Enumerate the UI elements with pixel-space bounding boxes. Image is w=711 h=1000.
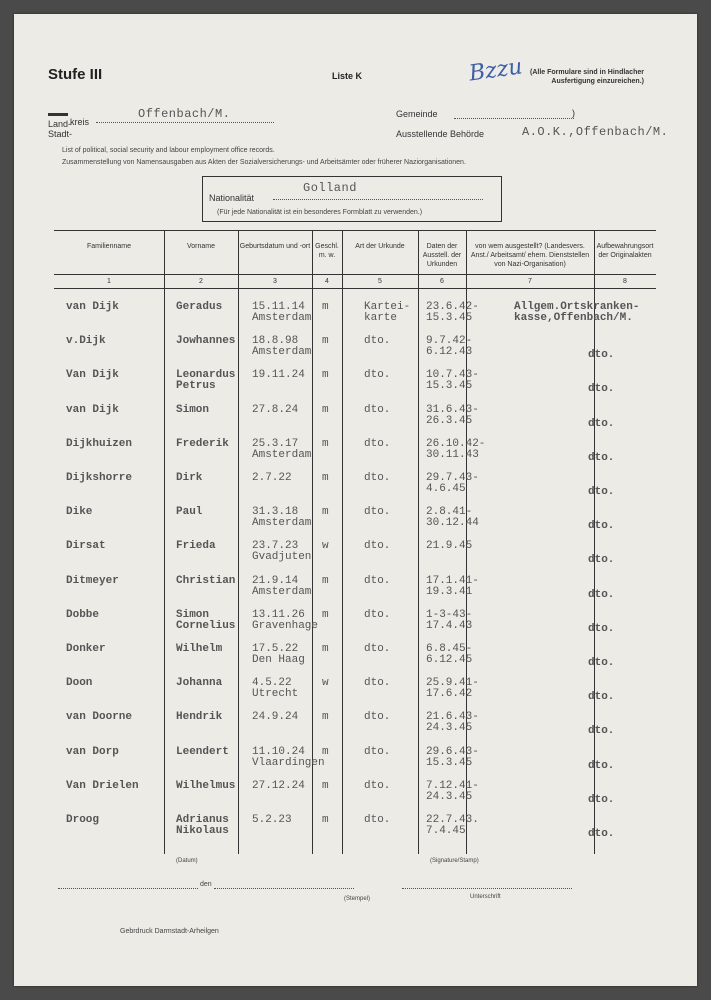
row-document-type: dto.: [364, 779, 391, 792]
row-family-name: Dike: [66, 506, 93, 519]
column-header: Familienname: [87, 243, 131, 250]
row-document-type: dto.: [364, 540, 391, 553]
row-archive-location: dto.: [588, 520, 615, 533]
unterschrift-caption: Unterschrift: [470, 894, 501, 900]
column-divider: [164, 230, 165, 854]
date-caption: (Datum): [176, 858, 198, 864]
row-issue-from: 17.1.41-: [426, 574, 479, 587]
row-first-name: Christian: [176, 574, 236, 587]
row-first-name: Simon: [176, 608, 210, 621]
row-issue-from: 23.6.42-: [426, 301, 479, 313]
row-birth-date: 13.11.26: [252, 608, 305, 621]
column-number: 7: [528, 278, 532, 285]
row-sex: m: [322, 814, 329, 826]
row-issue-to: 17.4.43: [426, 619, 473, 632]
nationality-dotline: [273, 199, 483, 200]
nationality-label: Nationalität: [209, 193, 255, 203]
row-first-name-2: Cornelius: [176, 619, 236, 632]
date-dotline: [214, 888, 354, 889]
row-archive-location: dto.: [588, 793, 615, 806]
row-birth-date: 23.7.23: [252, 540, 299, 553]
row-family-name: Donker: [66, 643, 106, 655]
row-family-name: van Dijk: [66, 403, 119, 416]
row-sex: m: [322, 608, 329, 621]
row-birth-place: Vlaardingen: [252, 756, 325, 769]
row-family-name: Dijkhuizen: [66, 437, 133, 450]
row-first-name: Geradus: [176, 301, 223, 313]
column-number: 2: [199, 278, 203, 285]
signature-dotline: [402, 888, 572, 889]
row-archive-location: dto.: [588, 349, 615, 362]
row-archive-location: dto.: [588, 417, 615, 430]
column-number: 8: [623, 278, 627, 285]
column-number: 6: [440, 278, 444, 285]
row-archive-location: dto.: [588, 383, 615, 396]
row-sex: m: [322, 711, 329, 724]
row-birth-date: 19.11.24: [252, 369, 305, 382]
row-first-name: Paul: [176, 506, 203, 519]
row-issued-by: Allgem.Ortskranken-: [514, 301, 640, 313]
land-dotline: [96, 122, 274, 123]
row-family-name: Ditmeyer: [66, 574, 119, 587]
row-issue-to: 26.3.45: [426, 414, 473, 427]
row-birth-place: Den Haag: [252, 654, 305, 666]
column-header: Vorname: [186, 243, 216, 250]
row-issue-from: 21.9.45: [426, 540, 473, 553]
row-issue-from: 1-3-43-: [426, 608, 473, 621]
row-document-type: dto.: [364, 403, 391, 416]
row-archive-location: dto.: [588, 725, 615, 738]
row-issue-from: 29.7.43-: [426, 472, 479, 484]
row-document-type: dto.: [364, 745, 391, 758]
row-issue-to: 15.3.45: [426, 756, 473, 769]
row-birth-place: Amsterdam: [252, 517, 312, 530]
row-document-type: dto.: [364, 711, 391, 724]
row-archive-location: dto.: [588, 622, 615, 635]
row-archive-location: dto.: [588, 451, 615, 464]
description-english: List of political, social security and labour employment office records.: [62, 147, 275, 154]
row-first-name-2: Petrus: [176, 380, 216, 393]
behoerde-value: A.O.K.,Offenbach/M.: [522, 125, 669, 139]
row-family-name: Dijkshorre: [66, 472, 133, 484]
row-document-type: dto.: [364, 677, 391, 690]
column-divider: [418, 230, 419, 854]
row-birth-place: Amsterdam: [252, 312, 312, 324]
row-birth-place: Amsterdam: [252, 346, 312, 359]
row-issue-to: 30.11.43: [426, 448, 479, 461]
row-first-name: Hendrik: [176, 711, 223, 724]
row-birth-date: 24.9.24: [252, 711, 299, 724]
row-issue-to: 15.3.45: [426, 380, 473, 393]
gemeinde-label: Gemeinde: [396, 109, 438, 119]
row-first-name: Leendert: [176, 745, 229, 758]
row-sex: m: [322, 779, 329, 792]
column-divider: [342, 230, 343, 854]
row-family-name: van Dorp: [66, 745, 119, 758]
row-family-name: van Doorne: [66, 711, 133, 724]
row-family-name: Dobbe: [66, 608, 100, 621]
row-document-type: dto.: [364, 437, 391, 450]
description-german: Zusammenstellung von Namensausgaben aus Akten der Sozialversicherungs- und Arbeitsämter oder früherer Naziorganisationen.: [62, 159, 466, 166]
row-birth-date: 15.11.14: [252, 301, 305, 313]
column-header: Geburtsdatum und -ort: [239, 243, 311, 250]
row-sex: m: [322, 506, 329, 519]
row-issue-from: 6.8.45-: [426, 643, 473, 655]
row-birth-date: 2.7.22: [252, 472, 292, 484]
place-dotline: [58, 888, 198, 889]
row-document-type: dto.: [364, 472, 391, 484]
row-document-type: dto.: [364, 814, 391, 826]
column-number: 1: [107, 278, 111, 285]
nationality-subnote: (Für jede Nationalität ist ein besonderes Formblatt zu verwenden.): [217, 209, 423, 216]
row-first-name: Wilhelmus: [176, 779, 236, 792]
row-archive-location: dto.: [588, 828, 615, 840]
row-first-name-2: Nikolaus: [176, 825, 229, 837]
row-archive-location: dto.: [588, 588, 615, 601]
column-header: Daten der Ausstell. der Urkunden: [422, 243, 462, 268]
gemeinde-dotline: [454, 118, 574, 119]
column-header: von wem ausgestellt? (Landesvers. Anst./ Arbeitsamt/ ehem. Dienststellen von Nazi-Organisation): [470, 243, 590, 268]
document-page: [14, 14, 697, 986]
row-document-type: dto.: [364, 643, 391, 655]
row-birth-date: 5.2.23: [252, 814, 292, 826]
row-issue-to: 7.4.45: [426, 825, 466, 837]
row-first-name: Frieda: [176, 540, 216, 553]
row-sex: m: [322, 369, 329, 382]
row-issue-from: 31.6.43-: [426, 403, 479, 416]
row-first-name: Adrianus: [176, 814, 229, 826]
row-family-name: v.Dijk: [66, 335, 106, 348]
stufe-title: Stufe III: [48, 66, 103, 83]
row-birth-date: 18.8.98: [252, 335, 299, 348]
column-header: Art der Urkunde: [355, 243, 405, 250]
column-number: 5: [378, 278, 382, 285]
row-sex: m: [322, 335, 329, 348]
column-header: Aufbewahrungsort der Originalakten: [596, 243, 654, 259]
row-document-type: dto.: [364, 506, 391, 519]
row-issue-to: 17.6.42: [426, 688, 473, 701]
column-number: 4: [325, 278, 329, 285]
den-label: den: [200, 881, 212, 888]
row-issue-to: 24.3.45: [426, 722, 473, 735]
row-archive-location: dto.: [588, 486, 615, 498]
handwritten-signature: Bzzu: [467, 54, 525, 87]
row-birth-date: 17.5.22: [252, 643, 299, 655]
row-first-name: Jowhannes: [176, 335, 236, 348]
row-family-name: van Dijk: [66, 301, 119, 313]
row-sex: m: [322, 574, 329, 587]
row-sex: m: [322, 301, 329, 313]
row-first-name: Simon: [176, 403, 210, 416]
row-family-name: Doon: [66, 677, 93, 690]
stempel-caption: (Stempel): [344, 896, 371, 902]
row-document-type: dto.: [364, 608, 391, 621]
printer-imprint: Gebrdruck Darmstadt-Arheilgen: [120, 928, 219, 935]
row-sex: w: [322, 677, 329, 690]
row-family-name: Droog: [66, 814, 100, 826]
row-first-name: Dirk: [176, 472, 203, 484]
row-document-type: dto.: [364, 335, 391, 348]
row-birth-date: 4.5.22: [252, 677, 292, 690]
row-birth-place: Amsterdam: [252, 448, 312, 461]
row-birth-date: 27.8.24: [252, 403, 299, 416]
row-archive-location: dto.: [588, 657, 615, 669]
row-first-name: Johanna: [176, 677, 223, 690]
behoerde-label: Ausstellende Behörde: [396, 129, 485, 139]
nationality-box: [202, 176, 502, 222]
row-archive-location: dto.: [588, 691, 615, 704]
row-first-name: Leonardus: [176, 369, 236, 382]
struck-land-text: [48, 109, 68, 119]
column-header: Geschl. m. w.: [315, 243, 339, 259]
row-birth-place: Utrecht: [252, 688, 299, 701]
table-number-border: [54, 288, 656, 289]
row-birth-date: 27.12.24: [252, 779, 305, 792]
row-birth-date: 25.3.17: [252, 437, 299, 450]
liste-label: Liste K: [332, 71, 363, 81]
row-document-type-2: karte: [364, 312, 398, 324]
row-issue-from: 2.8.41-: [426, 506, 473, 519]
row-birth-place: Amsterdam: [252, 585, 312, 598]
column-number: 3: [273, 278, 277, 285]
row-birth-place: Gvadjuten: [252, 551, 312, 564]
nationality-value: Golland: [303, 181, 357, 195]
row-issued-by-2: kasse,Offenbach/M.: [514, 312, 633, 324]
gemeinde-value: ): [572, 108, 575, 118]
row-issue-to: 6.12.45: [426, 654, 473, 666]
row-birth-date: 11.10.24: [252, 745, 305, 758]
row-issue-from: 7.12.41-: [426, 779, 479, 792]
row-document-type: Kartei-: [364, 301, 411, 313]
records-table: [54, 230, 656, 856]
row-sex: w: [322, 540, 329, 553]
row-issue-to: 30.12.44: [426, 517, 479, 530]
row-issue-from: 25.9.41-: [426, 677, 479, 690]
kreis-label: kreis: [70, 117, 90, 127]
row-document-type: dto.: [364, 369, 391, 382]
row-archive-location: dto.: [588, 759, 615, 772]
row-birth-date: 31.3.18: [252, 506, 299, 519]
row-sex: m: [322, 472, 329, 484]
land-value: Offenbach/M.: [138, 107, 231, 121]
row-family-name: Van Dijk: [66, 369, 119, 382]
row-issue-to: 24.3.45: [426, 790, 473, 803]
column-divider: [238, 230, 239, 854]
row-issue-to: 19.3.41: [426, 585, 473, 598]
row-sex: m: [322, 437, 329, 450]
land-stadt-label: Land- Stadt-: [48, 109, 72, 139]
row-birth-date: 21.9.14: [252, 574, 299, 587]
row-issue-from: 22.7.43.: [426, 814, 479, 826]
row-issue-to: 6.12.43: [426, 346, 473, 359]
row-issue-from: 26.10.42-: [426, 437, 486, 450]
row-family-name: Dirsat: [66, 540, 106, 553]
row-family-name: Van Drielen: [66, 779, 139, 792]
table-header-border: [54, 274, 656, 275]
row-document-type: dto.: [364, 574, 391, 587]
row-first-name: Wilhelm: [176, 643, 223, 655]
row-sex: m: [322, 643, 329, 655]
row-sex: m: [322, 403, 329, 416]
row-archive-location: dto.: [588, 554, 615, 567]
row-issue-from: 29.6.43-: [426, 745, 479, 758]
table-top-border: [54, 230, 656, 231]
row-issue-to: 15.3.45: [426, 312, 473, 324]
row-issue-to: 4.6.45: [426, 483, 466, 495]
row-birth-place: Gravenhage: [252, 619, 319, 632]
row-sex: m: [322, 745, 329, 758]
row-issue-from: 21.6.43-: [426, 711, 479, 724]
signature-caption: (Signature/Stamp): [430, 858, 479, 864]
row-issue-from: 10.7.43-: [426, 369, 479, 382]
row-first-name: Frederik: [176, 437, 229, 450]
row-issue-from: 9.7.42-: [426, 335, 473, 348]
forms-note: (Alle Formulare sind in Hindlacher Ausfertigung einzureichen.): [530, 69, 644, 85]
